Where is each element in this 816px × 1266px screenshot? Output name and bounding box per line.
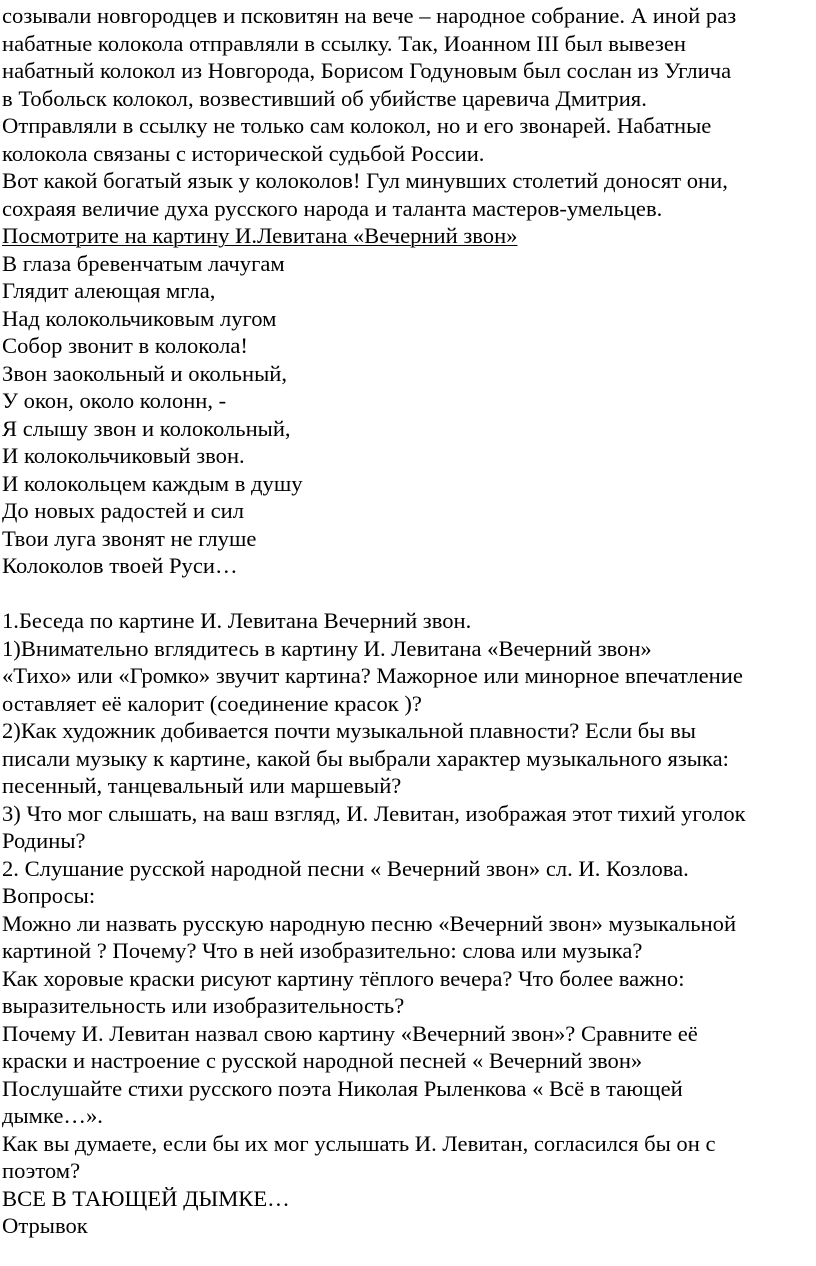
poem-line: Звон заокольный и окольный, bbox=[2, 360, 287, 386]
poem-line: Колоколов твоей Руси… bbox=[2, 553, 238, 578]
text-line: Вот какой богатый язык у колоколов! Гул минувших столетий доносят они, bbox=[2, 168, 728, 193]
lesson-line: картиной ? Почему? Что в ней изобразительно: слова или музыка? bbox=[2, 938, 643, 963]
lesson-line: краски и настроение с русской народной песней « Вечерний звон» bbox=[2, 1048, 643, 1073]
poem-line: В глаза бревенчатым лачугам bbox=[2, 250, 285, 276]
lesson-line: Можно ли назвать русскую народную песню «Вечерний звон» музыкальной bbox=[2, 910, 737, 936]
lesson-line: поэтом? bbox=[2, 1158, 81, 1183]
text-line: созывали новгородцев и псковитян на вече – народное собрание. А иной раз bbox=[2, 3, 737, 28]
text-line: в Тобольск колокол, возвестивший об убийстве царевича Дмитрия. bbox=[2, 85, 647, 111]
text-line: колокола связаны с исторической судьбой России. bbox=[2, 140, 485, 166]
poem-line: Над колокольчиковым лугом bbox=[2, 305, 277, 331]
lesson-line: «Тихо» или «Громко» звучит картина? Мажорное или минорное впечатление bbox=[2, 663, 743, 688]
lesson-line: Как хоровые краски рисуют картину тёплого вечера? Что более важно: bbox=[2, 965, 685, 991]
lesson-line: Родины? bbox=[2, 828, 86, 853]
poem-line: Я слышу звон и колокольный, bbox=[2, 415, 291, 441]
poem-line: У окон, около колонн, - bbox=[2, 388, 227, 413]
poem-line: И колокольцем каждым в душу bbox=[2, 470, 303, 496]
poem-line: Твои луга звонят не глуше bbox=[2, 525, 257, 551]
text-line: набатные колокола отправляли в ссылку. Так, Иоанном III был вывезен bbox=[2, 30, 686, 56]
text-line: Отправляли в ссылку не только сам колокол, но и его звонарей. Набатные bbox=[2, 113, 712, 138]
lesson-line: Почему И. Левитан назвал свою картину «Вечерний звон»? Сравните её bbox=[2, 1020, 698, 1046]
lesson-section bbox=[2, 607, 816, 1240]
lesson-line: Послушайте стихи русского поэта Николая Рыленкова « Всё в тающей bbox=[2, 1075, 683, 1101]
intro-paragraph bbox=[2, 2, 816, 222]
lesson-line: Как вы думаете, если бы их мог услышать И. Левитан, согласился бы он с bbox=[2, 1130, 716, 1156]
painting-heading: Посмотрите на картину И.Левитана «Вечерний звон» bbox=[2, 223, 518, 248]
lesson-line: ВСЕ В ТАЮЩЕЙ ДЫМКЕ… bbox=[2, 1185, 290, 1211]
lesson-line: Вопросы: bbox=[2, 883, 96, 908]
lesson-line: 2)Как художник добивается почти музыкальной плавности? Если бы вы bbox=[2, 718, 696, 743]
poem bbox=[2, 250, 816, 580]
lesson-line: писали музыку к картине, какой бы выбрали характер музыкального языка: bbox=[2, 745, 729, 771]
poem-line: И колокольчиковый звон. bbox=[2, 443, 245, 468]
lesson-line: 1)Внимательно вглядитесь в картину И. Левитана «Вечерний звон» bbox=[2, 635, 652, 661]
lesson-line: оставляет её калорит (соединение красок )? bbox=[2, 690, 422, 716]
lesson-line: 2. Слушание русской народной песни « Вечерний звон» сл. И. Козлова. bbox=[2, 855, 689, 881]
lesson-line: песенный, танцевальный или маршевый? bbox=[2, 773, 402, 798]
poem-line: Собор звонит в колокола! bbox=[2, 333, 248, 358]
poem-line: Глядит алеющая мгла, bbox=[2, 278, 216, 303]
lesson-line: дымке…». bbox=[2, 1103, 103, 1128]
text-line: сохраяя величие духа русского народа и таланта мастеров-умельцев. bbox=[2, 195, 663, 221]
text-line: набатный колокол из Новгорода, Борисом Годуновым был сослан из Углича bbox=[2, 58, 732, 83]
blank-line bbox=[2, 580, 816, 608]
lesson-line: 3) Что мог слышать, на ваш взгляд, И. Левитан, изображая этот тихий уголок bbox=[2, 800, 746, 826]
lesson-line: 1.Беседа по картине И. Левитана Вечерний звон. bbox=[2, 608, 472, 633]
lesson-line: Отрывок bbox=[2, 1213, 88, 1238]
lesson-line: выразительность или изобразительность? bbox=[2, 993, 405, 1018]
poem-line: До новых радостей и сил bbox=[2, 498, 245, 523]
